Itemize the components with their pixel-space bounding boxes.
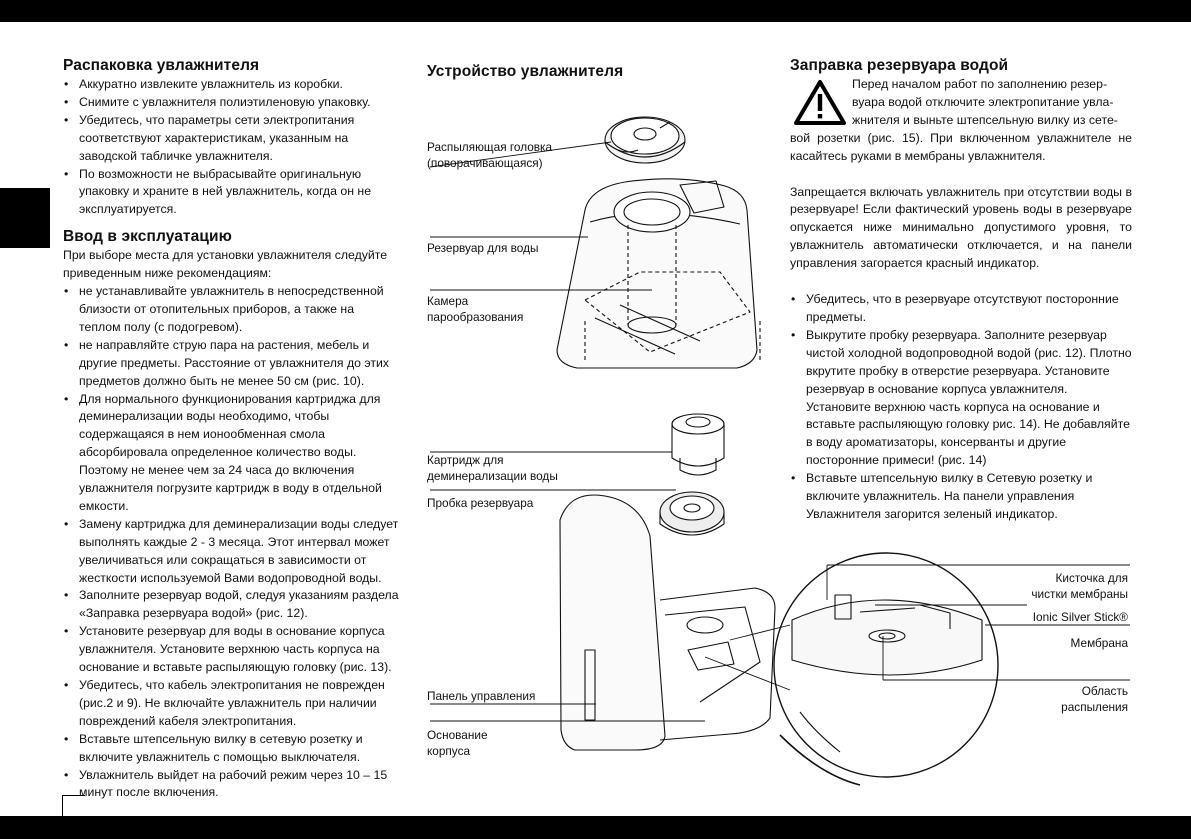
label-spray-head: Распыляющая головка (поворачивающаяся): [427, 140, 553, 170]
list-item: • Убедитесь, что в резервуаре отсутствуют посторонние предметы.: [790, 291, 1132, 327]
list-item: • Вставьте штепсельную вилку в сетевую розетку и включите увлажнитель с помощью выключателя.: [63, 731, 399, 767]
tank-plug-illustration: [660, 492, 724, 535]
label-tank: Резервуар для воды: [427, 241, 539, 255]
list-item: • Убедитесь, что кабель электропитания не поврежден (рис.2 и 9). Не включайте увлажнитель при наличии повреждений кабеля электропитания.: [63, 677, 399, 731]
list-item: • Для нормального функционирования картриджа для деминерализации воды необходимо, чтобы содержащаяся в нем ионообменная смола абсорбировала определенное количество воды. Поэтому не менее чем за 24 часа до включения увлажнителя погрузите картридж в воду в отдельной емкости.: [63, 391, 399, 516]
label-chamber: Камера парообразования: [427, 294, 524, 324]
label-brush: Кисточка для чистки мембраны: [1031, 571, 1128, 601]
label-plug: Пробка резервуара: [427, 496, 534, 510]
list-item: • Увлажнитель выйдет на рабочий режим через 10 – 15 минут после включения.: [63, 767, 399, 803]
assembled-humidifier-illustration: [560, 495, 775, 750]
warning-icon: [793, 79, 847, 126]
label-ionic-stick: Ionic Silver Stick®: [1032, 610, 1128, 624]
warning-line: Перед началом работ по заполнению резер-: [852, 77, 1108, 91]
list-item: • Заполните резервуар водой, следуя указаниям раздела «Заправка резервуара водой» (рис. 12).: [63, 587, 399, 623]
label-membrane: Мембрана: [1070, 636, 1128, 650]
warning-block: [790, 76, 1132, 166]
label-control-panel: Панель управления: [427, 689, 536, 703]
refill-list: [790, 291, 1132, 524]
refill-heading: Заправка резервуара водой: [790, 57, 1009, 74]
label-cartridge: Картридж для деминерализации воды: [427, 453, 558, 483]
start-intro: При выборе места для установки увлажнителя следуйте приведенным ниже рекомендациям:: [63, 248, 388, 281]
list-item: • Аккуратно извлеките увлажнитель из коробки.: [63, 76, 399, 94]
unpack-heading: Распаковка увлажнителя: [63, 57, 260, 74]
device-heading: Устройство увлажнителя: [427, 63, 624, 80]
warning-rest: вой розетки (рис. 15). При включенном увлажнителе не касайтесь руками в мембраны увлажнителя.: [790, 130, 1132, 163]
list-item: • не устанавливайте увлажнитель в непосредственной близости от отопительных приборов, а также на теплом полу (с подогревом).: [63, 283, 399, 337]
warning-line: жнителя и выньте штепсельную вилку из сете-: [852, 112, 1118, 127]
start-heading: Ввод в эксплуатацию: [63, 228, 232, 246]
dry-run-paragraph: Запрещается включать увлажнитель при отсутствии воды в резервуаре! Если фактический уровень воды в резервуаре опускается ниже минимально допустимого уровня, то увлажнитель автоматически отключается, и на панели управления загорается красный индикатор.: [790, 184, 1132, 271]
list-item: • Снимите с увлажнителя полиэтиленовую упаковку.: [63, 94, 399, 112]
list-item: • Вставьте штепсельную вилку в Сетевую розетку и включите увлажнитель. На панели управления Увлажнителя загорится зеленый индикатор.: [790, 470, 1132, 524]
list-item: • Установите резервуар для воды в основание корпуса увлажнителя. Установите верхнюю часть корпуса на основание и вставьте распыляющую головку (рис. 13).: [63, 623, 399, 677]
right-column: [790, 56, 1132, 524]
membrane-zoom-illustration: [774, 553, 998, 785]
spray-head-illustration: [605, 117, 685, 163]
warning-line: вуара водой отключите электропитание увла-: [852, 94, 1114, 109]
list-item: • Убедитесь, что параметры сети электропитания соответствуют характеристикам, указанным на заводской табличке увлажнителя.: [63, 112, 399, 166]
water-tank-illustration: [557, 179, 760, 368]
label-spray-area: Область распыления: [1061, 684, 1128, 714]
list-item: • Выкрутите пробку резервуара. Заполните резервуар чистой холодной водопроводной водой (рис. 12). Плотно вкрутите пробку в отверстие резервуара. Установите резервуар в основание корпуса увлажнителя. Установите верхнюю часть корпуса на основание и вставьте распыляющую головку рис. 14). Не добавляйте в воду ароматизаторы, консерванты и другие посторонние примеси! (рис. 14): [790, 327, 1132, 470]
list-item: • не направляйте струю пара на растения, мебель и другие предметы. Расстояние от увлажнителя до этих предметов должно быть не менее 50 см (рис. 10).: [63, 337, 399, 391]
list-item: • Замену картриджа для деминерализации воды следует выполнять каждые 2 - 3 месяца. Этот интервал может увеличиваться или сокращаться в зависимости от жесткости используемой Вами водопроводной воды.: [63, 516, 399, 588]
label-base: Основание корпуса: [427, 728, 488, 758]
cartridge-illustration: [672, 414, 724, 475]
list-item: • По возможности не выбрасывайте оригинальную упаковку и храните в ней увлажнитель, когда он не эксплуатируется.: [63, 166, 399, 220]
